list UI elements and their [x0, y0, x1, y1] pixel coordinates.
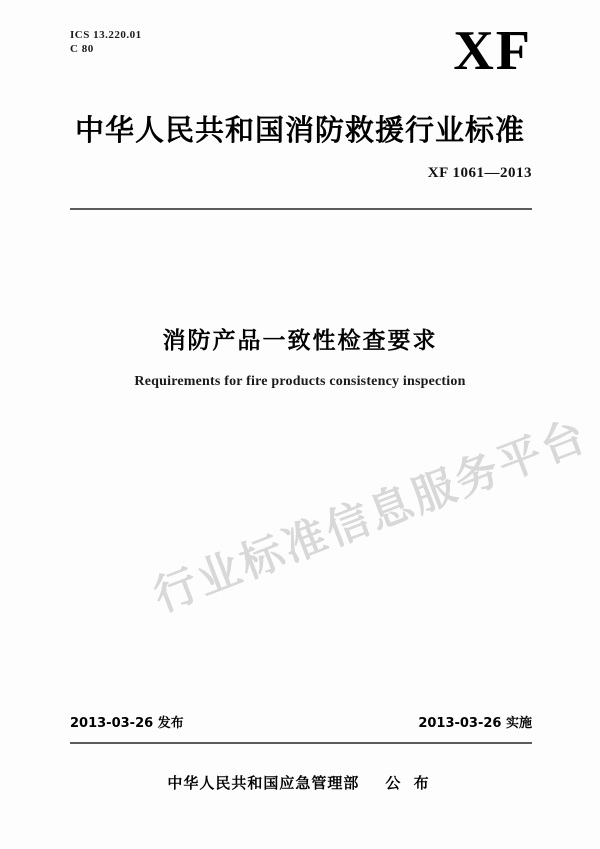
watermark-text: 行业标准信息服务平台	[147, 410, 595, 623]
ics-code: ICS 13.220.01	[70, 29, 142, 41]
issuer-name: 中华人民共和国应急管理部	[167, 774, 360, 792]
implement-date: 2013-03-26 实施	[418, 716, 532, 731]
ccs-code: C 80	[70, 43, 94, 55]
footer-divider	[70, 742, 532, 744]
publish-date: 2013-03-26 发布	[70, 716, 184, 731]
header-divider	[70, 208, 532, 210]
standard-number: XF 1061—2013	[427, 165, 532, 181]
date-row	[70, 712, 532, 732]
document-title-english: Requirements for fire products consistency inspection	[134, 374, 466, 389]
xf-logo: XF	[453, 20, 532, 82]
issuer-action: 公 布	[385, 774, 433, 792]
standard-authority-title: 中华人民共和国消防救援行业标准	[74, 113, 525, 147]
watermark	[60, 410, 595, 700]
ics-classification-block	[70, 28, 142, 56]
issuer-line	[0, 772, 600, 793]
document-title-chinese: 消防产品一致性检查要求	[162, 328, 438, 354]
